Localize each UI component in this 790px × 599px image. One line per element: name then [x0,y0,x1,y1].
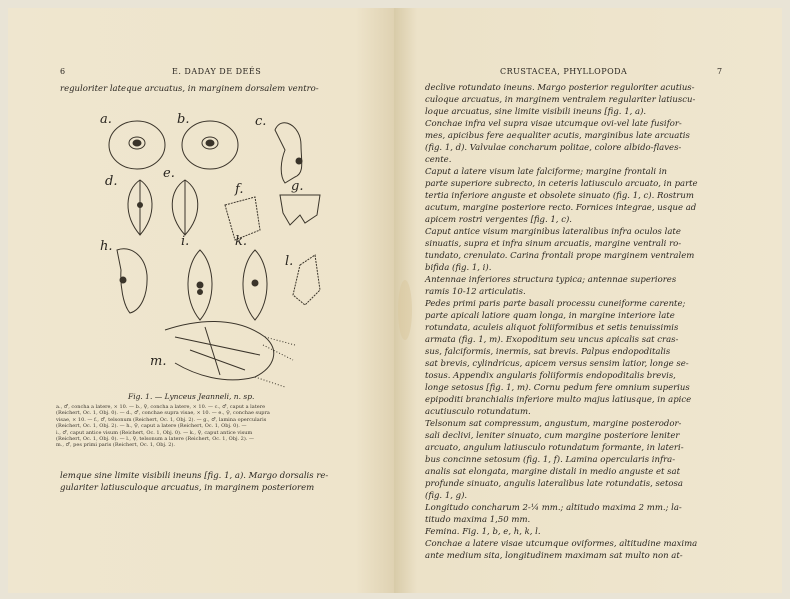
figure-legend-line: (Reichert, Oc. 1, Obj. 0). — d., ♂, conchae supra visae, × 10. — e., ♀, conchae supra [56,410,270,417]
figure-plate [95,105,330,390]
right-text-line: tosus. Appendix angularis foliiformis endopoditalis brevis, [425,371,676,381]
left-bottom-line: gulariter latiusculoque arcuatus, in marginem posteriorem [60,483,315,493]
fig-label-a: a. [100,112,112,127]
right-text-line: acutiusculo rotundatum. [425,407,531,417]
figure-legend-line: a., ♂, concha a latere, × 10. — b., ♀, concha a latere, × 10. — c., ♂, caput a latere [56,404,266,410]
right-text-line: ramis 10-12 articulatis. [425,287,526,297]
right-text-line: Pedes primi paris parte basali processu cuneiforme carente; [425,299,686,309]
right-text-line: Conchae infra vel supra visae utcumque ovi-vel late fusifor- [425,119,682,129]
fig-label-m: m. [150,354,167,369]
left-top-line: reguloriter lateque arcuatus, in marginem dorsalem ventro- [60,84,319,94]
figure-legend-line: (Reichert, Oc. 1, Obj. 2). — h., ♀, caput a latere (Reichert, Oc. 1, Obj. 0). — [56,423,247,430]
right-text-line: Telsonum sat compressum, angustum, margine posterodor- [425,419,682,429]
figure-caption: Fig. 1. — Lynceus Jeanneli, n. sp. [128,392,255,401]
right-text-line: arcuato, angulum latiusculo rotundatum formante, in lateri- [425,443,684,453]
right-text-line: loque arcuatus, sine limite visibili ineuns [fig. 1, a). [425,107,647,117]
right-text-line: tertia inferiore anguste et obsolete sinuato (fig. 1, c). Rostrum [425,191,694,201]
figure-legend-line: (Reichert, Oc. 1, Obj. 0). — l., ♀, telsonum a latere (Reichert, Oc. 1, Obj. 2). — [56,436,254,442]
right-page-number: 7 [717,67,723,76]
right-text-line: profunde sinuato, angulis lateralibus late rotundatis, setosa [425,479,683,489]
right-text-line: sus, falciformis, inermis, sat brevis. Palpus endopoditalis [425,347,671,357]
right-text-line: armata (fig. 1, m). Exopoditum seu uncus apicalis sat cras- [425,335,679,345]
figure-c-head-side [275,123,302,183]
right-text-line: bus concinne setosum (fig. 1, f). Lamina opercularis infra- [425,455,676,465]
fig-label-d: d. [105,174,118,189]
fig-label-l: l. [285,254,294,269]
right-text-line: Caput antice visum marginibus lateralibus infra oculos late [425,227,681,237]
left-page-number: 6 [60,67,66,76]
right-text-line: (fig. 1, d). Valvulae concharum politae, colore albido-flaves- [425,143,682,153]
figure-legend-line: m., ♂, pes primi paris (Reichert, Oc. 1, Obj. 2). [56,442,175,449]
right-text-line: rotundata, aculeis aliquot foliiformibus et setis tenuissimis [425,323,679,333]
fig-label-e: e. [163,166,175,181]
right-text-line: apicem rostri vergentes [fig. 1, c). [425,215,572,225]
right-text-line: sali declivi, leniter sinuato, cum margine posteriore leniter [425,431,680,441]
right-text-line: acutum, margine posteriore recto. Fornices integrae, usque ad [425,203,697,213]
right-text-line: analis sat elongata, margine distali in medio anguste et sat [425,467,681,477]
figure-h-head-side [117,249,147,313]
left-bottom-line: lemque sine limite visibili ineuns [fig. 1, a). Margo dorsalis re- [60,471,329,481]
right-text-line: Antennae inferiores structura typica; antennae superiores [425,275,677,285]
figure-d-shells-above [128,180,152,235]
right-text-line: ante medium sita, longitudinem maximam sat multo non at- [425,551,683,561]
figure-legend-line: i., ♂, caput antice visum (Reichert, Oc. 1, Obj. 0). — k., ♀, caput antice visum [56,429,253,436]
right-text-line: Longitudo concharum 2-¼ mm.; altitudo maxima 2 mm.; la- [425,503,682,513]
right-text-line: sat brevis, cylindricus, apicem versus sensim latior, longe se- [425,359,689,369]
right-text-line: declive rotundato ineuns. Margo posterior reguloriter acutius- [425,83,695,93]
fig-label-f: f. [235,182,244,197]
right-text-line: bifida (fig. 1, i). [425,263,492,273]
figure-i-head-front [188,250,212,320]
fig-label-k: k. [235,234,248,249]
right-text-line: sinuatis, supra et infra sinum arcuatis, margine ventrali ro- [425,239,682,249]
right-text-line: mes, apicibus fere aequaliter acutis, marginibus late arcuatis [425,131,690,141]
right-text-line: Femina. Fig. 1, b, e, h, k, l. [425,527,541,537]
fig-label-h: h. [100,239,113,254]
right-text-line: epipoditi branchialis inferiore multo majus latiusque, in apice [425,395,692,405]
left-running-header: E. DADAY DE DEÉS [172,67,262,76]
figure-g-opercular-lamina [280,195,320,225]
right-running-header: CRUSTACEA, PHYLLOPODA [500,67,628,76]
figure-legend-line: visae, × 10. — f., ♂, telsonum (Reichert, Oc. 1, Obj. 2). — g., ♂, lamina opercularis [56,416,267,423]
right-text-line: titudo maxima 1,50 mm. [425,515,531,525]
right-text-line: tundato, crenulato. Carina frontali prope marginem ventralem [425,251,695,261]
fig-label-c: c. [255,114,267,129]
right-text-line: Caput a latere visum late falciforme; margine frontali in [425,167,668,177]
fig-label-i: i. [181,234,190,249]
page-stain [398,280,412,340]
figure-a-shell-side [109,121,165,169]
figure-k-head-front [243,250,267,320]
figure-l-telson [293,255,320,305]
right-text-line: culoque arcuatus, in marginem ventralem regulariter latiuscu- [425,95,696,105]
figure-e-shells-above [172,180,198,235]
right-text-line: parte superiore subrecto, in ceteris latiusculo arcuato, in parte [425,179,698,189]
right-text-line: parte apicali latiore quam longa, in margine interiore late [425,311,675,321]
fig-label-b: b. [177,112,190,127]
right-text-line: cente. [425,155,452,165]
right-text-line: longe setosus [fig. 1, m). Cornu pedum fere omnium superius [425,383,690,393]
figure-m-first-leg [165,321,295,387]
right-text-line: Conchae a latere visae utcumque oviformes, altitudine maxima [425,539,698,549]
fig-label-g: g. [291,179,304,194]
right-text-line: (fig. 1, g). [425,491,468,501]
figure-b-shell-side [182,121,238,169]
